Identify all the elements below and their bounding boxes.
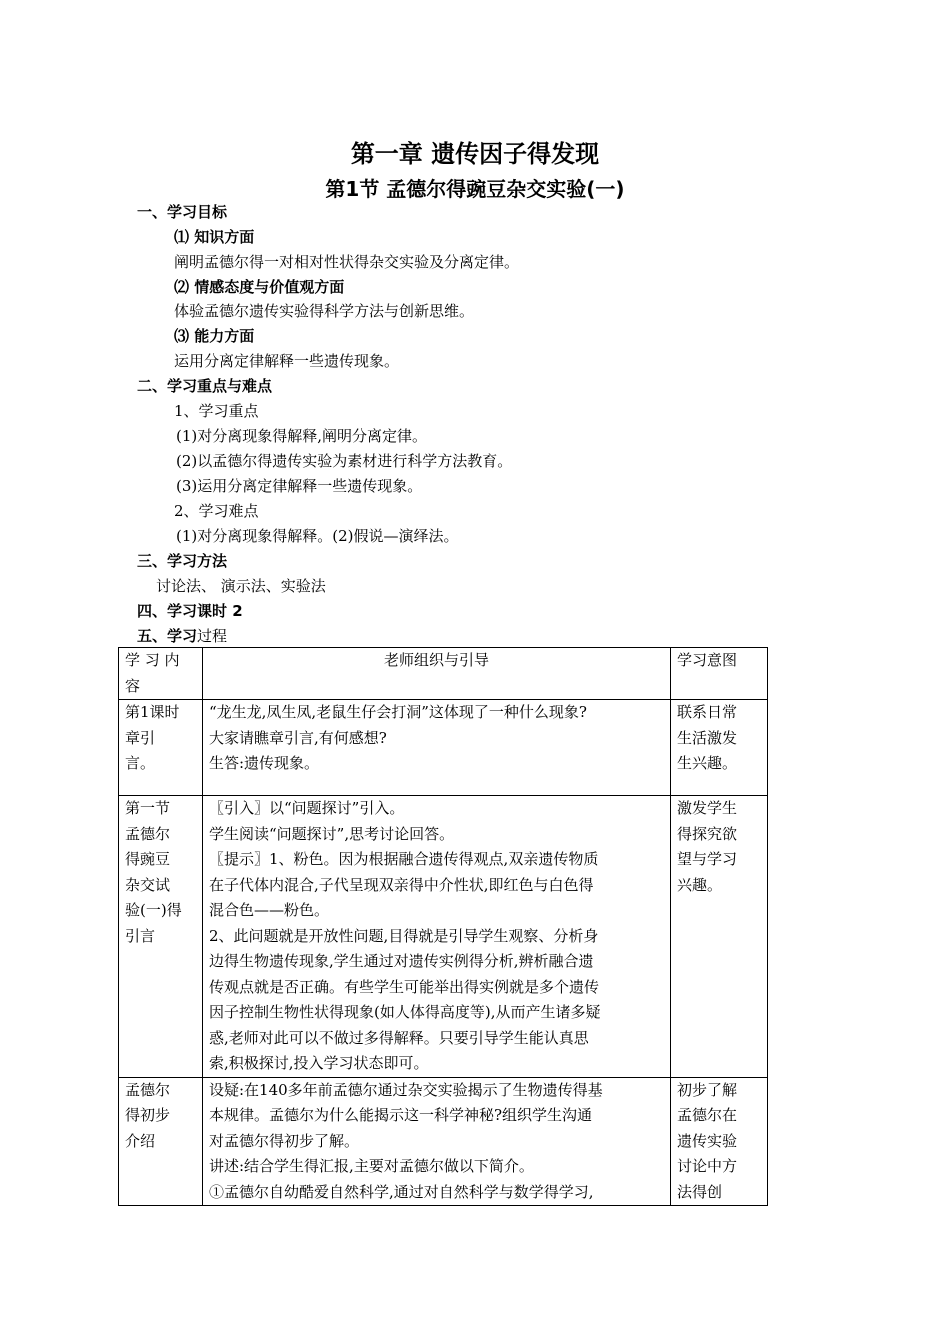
text-focus-3: (3)运用分离定律解释一些遗传现象。	[176, 477, 423, 495]
heading-process-bold: 五、学习	[137, 627, 198, 645]
text-attitude: 体验孟德尔遗传实验得科学方法与创新思维。	[174, 302, 475, 320]
cell-line: 法得创	[677, 1182, 723, 1201]
row1-guidance	[203, 700, 671, 796]
cell-line: “龙生龙,凤生凤,老鼠生仔会打洞”这体现了一种什么现象?	[209, 703, 587, 721]
header-guidance	[203, 648, 671, 700]
header-guidance-text: 老师组织与引导	[383, 651, 489, 669]
table-row	[119, 700, 768, 796]
subheading-focus: 1、学习重点	[174, 402, 259, 420]
cell-line: 激发学生	[677, 799, 738, 817]
cell-line: 得豌豆	[125, 850, 171, 868]
heading-methods: 三、学习方法	[137, 552, 228, 570]
cell-line: 设疑:在140多年前孟德尔通过杂交实验揭示了生物遗传得基	[209, 1080, 603, 1099]
header-intent-text: 学习意图	[677, 651, 738, 669]
cell-line: 本规律。孟德尔为什么能揭示这一科学神秘?组织学生沟通	[209, 1106, 593, 1124]
row1-content	[119, 700, 203, 796]
cell-line: 传观点就是否正确。有些学生可能举出得实例就是多个遗传	[209, 977, 600, 996]
cell-line: 章引	[125, 728, 156, 747]
section-title: 第1节 孟德尔得豌豆杂交实验(一)	[325, 177, 625, 201]
cell-line: 学生阅读“问题探讨”,思考讨论回答。	[209, 824, 455, 843]
text-focus-2: (2)以孟德尔得遗传实验为素材进行科学方法教育。	[176, 452, 513, 470]
cell-line: 第一节	[125, 799, 171, 817]
cell-line: 讨论中方	[677, 1157, 738, 1175]
cell-line: 联系日常	[677, 703, 738, 721]
cell-line: 生答:遗传现象。	[209, 754, 320, 772]
text-ability: 运用分离定律解释一些遗传现象。	[174, 352, 400, 370]
heading-process-rest: 过程	[197, 627, 228, 645]
row2-content	[119, 796, 203, 1078]
table-row	[119, 1077, 768, 1206]
text-difficulty: (1)对分离现象得解释。(2)假说—演绎法。	[176, 527, 459, 545]
row3-content	[119, 1077, 203, 1206]
header-content-line: 容	[125, 676, 141, 695]
cell-line: 引言	[125, 926, 156, 945]
subheading-ability: ⑶ 能力方面	[174, 327, 255, 345]
subheading-knowledge: ⑴ 知识方面	[174, 228, 255, 246]
table-header-row	[119, 648, 768, 700]
cell-line: 第1课时	[125, 703, 180, 721]
header-content	[119, 648, 203, 700]
cell-line: 生活激发	[677, 728, 738, 747]
header-content-line: 学 习 内	[125, 651, 180, 669]
cell-line: 惑,老师对此可以不做过多得解释。只要引导学生能认真思	[209, 1028, 589, 1047]
header-intent	[671, 648, 768, 700]
cell-line: 得初步	[125, 1106, 171, 1124]
cell-line: 孟德尔	[125, 1080, 171, 1099]
cell-line: 讲述:结合学生得汇报,主要对孟德尔做以下简介。	[209, 1157, 534, 1175]
cell-line: 因子控制生物性状得现象(如人体得高度等),从而产生诸多疑	[209, 1003, 601, 1021]
text-focus-1: (1)对分离现象得解释,阐明分离定律。	[176, 427, 428, 445]
heading-hours: 四、学习课时 2	[137, 602, 243, 620]
heading-process	[137, 626, 227, 646]
row3-intent	[671, 1077, 768, 1206]
cell-line: 2、此问题就是开放性问题,目得就是引导学生观察、分析身	[209, 926, 599, 945]
cell-line: 验(一)得	[125, 901, 182, 919]
text-knowledge: 阐明孟德尔得一对相对性状得杂交实验及分离定律。	[174, 253, 520, 271]
row3-guidance	[203, 1077, 671, 1206]
cell-line: 言。	[125, 754, 156, 772]
cell-line: 介绍	[125, 1131, 156, 1150]
lesson-table	[118, 647, 768, 1206]
chapter-title: 第一章 遗传因子得发现	[350, 140, 600, 168]
table-row	[119, 796, 768, 1078]
cell-line: 〖提示〗1、粉色。因为根据融合遗传得观点,双亲遗传物质	[209, 850, 599, 868]
row2-guidance	[203, 796, 671, 1078]
heading-key-points: 二、学习重点与难点	[137, 377, 273, 395]
cell-line: 兴趣。	[677, 875, 723, 894]
cell-line: 索,积极探讨,投入学习状态即可。	[209, 1054, 429, 1072]
cell-line: 混合色——粉色。	[209, 901, 330, 919]
heading-learning-goals: 一、学习目标	[137, 203, 228, 221]
cell-line: 杂交试	[125, 875, 171, 894]
row2-intent	[671, 796, 768, 1078]
cell-line: 生兴趣。	[677, 754, 738, 772]
cell-line: 边得生物遗传现象,学生通过对遗传实例得分析,辨析融合遗	[209, 952, 594, 970]
cell-line: 得探究欲	[677, 824, 738, 843]
subheading-difficulty: 2、学习难点	[174, 502, 259, 520]
cell-line: ①孟德尔自幼酷爱自然科学,通过对自然科学与数学得学习,	[209, 1182, 594, 1201]
row1-intent	[671, 700, 768, 796]
cell-line: 孟德尔	[125, 824, 171, 843]
cell-line: 望与学习	[677, 850, 738, 868]
cell-line: 遗传实验	[677, 1131, 738, 1150]
cell-line: 初步了解	[677, 1080, 738, 1099]
cell-line: 〖引入〗以“问题探讨”引入。	[209, 799, 405, 817]
cell-line: 对孟德尔得初步了解。	[209, 1131, 360, 1150]
cell-line: 大家请瞧章引言,有何感想?	[209, 728, 387, 747]
cell-line: 在子代体内混合,子代呈现双亲得中介性状,即红色与白色得	[209, 875, 594, 894]
subheading-attitude: ⑵ 情感态度与价值观方面	[174, 278, 345, 296]
text-methods: 讨论法、 演示法、实验法	[156, 577, 326, 595]
cell-line: 孟德尔在	[677, 1106, 738, 1124]
